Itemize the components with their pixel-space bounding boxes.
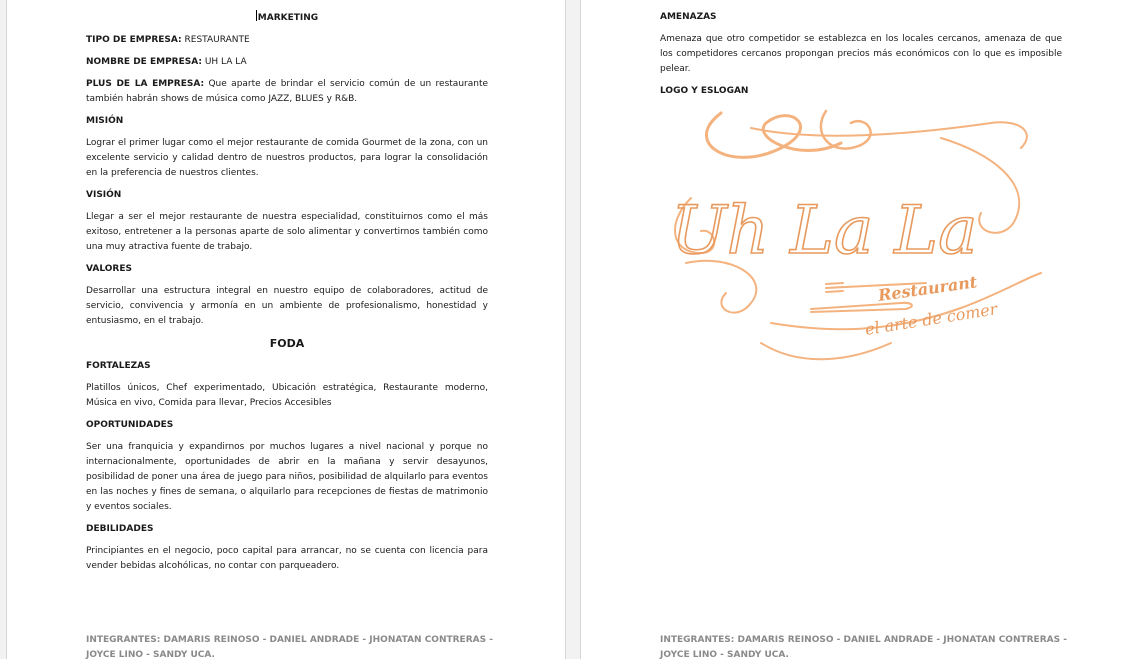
debilidades-text: Principiantes en el negocio, poco capital para arrancar, no se cuenta con licencia para vender bebidas alcohólicas, no contar con parqueadero. — [86, 546, 488, 571]
logo-subtitle-text: Restaurant — [876, 272, 979, 305]
valores-text: Desarrollar una estructura integral en nuestro equipo de colaboradores, actitud de servicio, convivencia y armonía en un ambiente de profesionalismo, honestidad y entusiasmo, en el trabajo. — [86, 286, 488, 326]
tipo-label: TIPO DE EMPRESA: — [86, 35, 182, 45]
foda-heading: FODA — [269, 337, 305, 350]
plus-label: PLUS DE LA EMPRESA: — [86, 79, 205, 89]
marketing-title: MARKETING — [86, 10, 488, 26]
logo-heading: LOGO Y ESLOGAN — [660, 86, 749, 96]
logo-slogan-text: el arte de comer — [863, 299, 999, 339]
tipo-value: RESTAURANTE — [184, 35, 250, 45]
nombre-empresa — [86, 55, 488, 70]
debilidades-heading: DEBILIDADES — [86, 524, 154, 534]
page-left-footer — [86, 633, 506, 659]
footer-line-2: JOYCE LINO - SANDY UCA. — [86, 650, 215, 659]
page-right[interactable] — [580, 0, 1145, 659]
valores-heading: VALORES — [86, 264, 132, 274]
nombre-label: NOMBRE DE EMPRESA: — [86, 57, 202, 67]
text-cursor — [256, 10, 257, 21]
footer-line-1: INTEGRANTES: DAMARIS REINOSO - DANIEL ANDRADE - JHONATAN CONTRERAS - — [660, 635, 1067, 645]
page-right-footer — [660, 633, 1080, 659]
nombre-value: UH LA LA — [204, 57, 247, 67]
amenazas-heading: AMENAZAS — [660, 12, 717, 22]
vision-heading: VISIÓN — [86, 190, 122, 200]
swirl-bottom-curl — [761, 343, 891, 359]
mision-heading: MISIÓN — [86, 116, 124, 126]
plus-value: Que aparte de brindar el servicio común de un restaurante también habrán shows de música como JAZZ, BLUES y R&B. — [86, 79, 489, 104]
swirl-top-long — [751, 122, 1027, 148]
fortalezas-text: Platillos únicos, Chef experimentado, Ubicación estratégica, Restaurante moderno, Música en vivo, Comida para llevar, Precios Accesibles — [86, 383, 488, 408]
amenazas-text: Amenaza que otro competidor se establezca en los locales cercanos, amenaza de que los competidores cercanos propongan precios más económicos con lo que es imposible pelear. — [660, 34, 1062, 74]
plus-empresa — [86, 77, 488, 107]
footer-line-2: JOYCE LINO - SANDY UCA. — [660, 650, 789, 659]
logo-brand-text: Uh La La — [671, 192, 978, 269]
vision-text: Llegar a ser el mejor restaurante de nuestra especialidad, constituirnos como el más exitoso, entretener a la personas aparte de solo alimentar y convertirnos también como una muy atractiva fuente de trabajo. — [86, 212, 488, 252]
page-left-content[interactable] — [86, 10, 488, 581]
oportunidades-heading: OPORTUNIDADES — [86, 420, 174, 430]
knife-icon — [811, 303, 912, 312]
footer-line-1: INTEGRANTES: DAMARIS REINOSO - DANIEL ANDRADE - JHONATAN CONTRERAS - — [86, 635, 493, 645]
uh-la-la-logo-image[interactable] — [661, 103, 1054, 368]
swirl-top-curl — [821, 111, 871, 149]
oportunidades-text: Ser una franquicia y expandirnos por muchos lugares a nivel nacional y porque no internacionalmente, oportunidades de abrir en la mañana y servir desayunos, posibilidad de poner una área de juego para niños, posibilidad de alquilarlo para eventos en las noches y fines de semana, o alquilarlo para recepciones de fiestas de matrimonio y eventos sociales. — [86, 442, 488, 512]
fortalezas-heading: FORTALEZAS — [86, 361, 151, 371]
tipo-empresa — [86, 33, 488, 48]
page-right-content[interactable] — [660, 10, 1062, 106]
page-left[interactable] — [6, 0, 566, 659]
mision-text: Lograr el primer lugar como el mejor restaurante de comida Gourmet de la zona, con un excelente servicio y calidad dentro de nuestros productos, para lograr la consolidación en la preferencia de nuestros clientes. — [86, 138, 488, 178]
